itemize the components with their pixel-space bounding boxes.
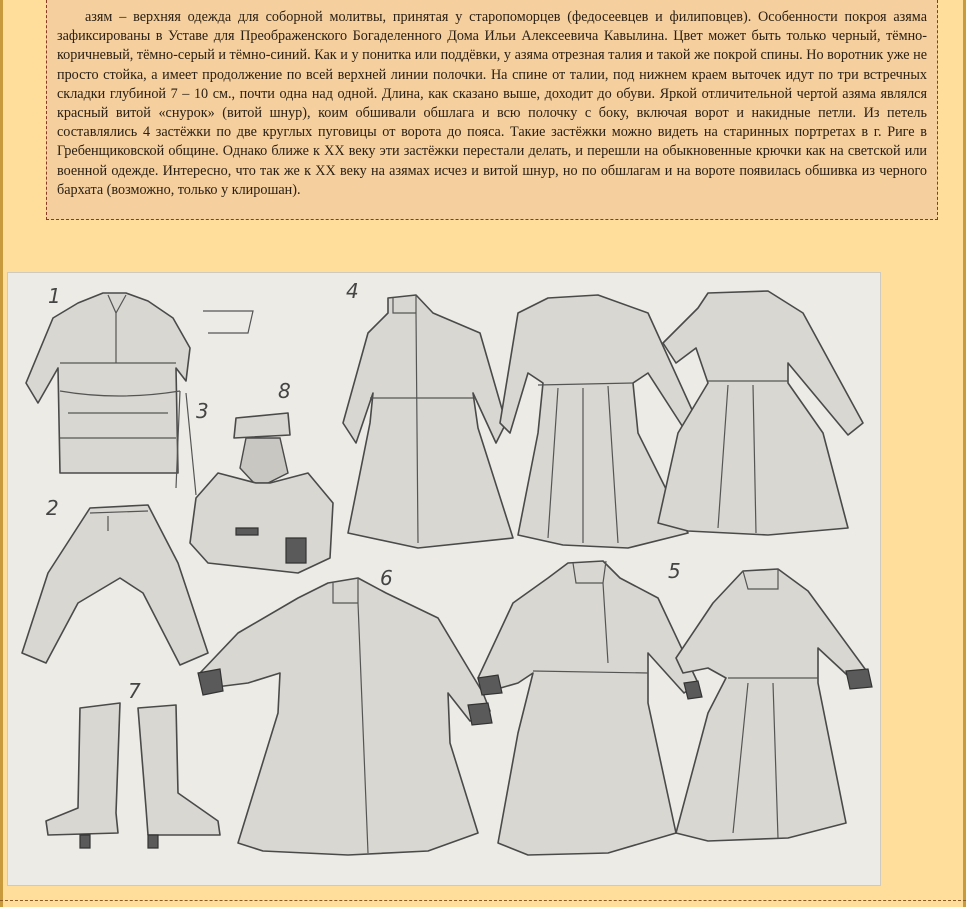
coat-front-sketch	[343, 295, 513, 548]
label-trousers: 2	[46, 496, 59, 520]
label-shirt: 1	[48, 284, 61, 308]
trousers-sketch	[22, 505, 208, 665]
label-dress-pair: 5	[668, 559, 681, 583]
shirt-sketch	[26, 293, 253, 473]
label-long-coat: 6	[380, 566, 393, 590]
page-bottom-border	[0, 900, 966, 901]
man-sketch	[190, 413, 333, 573]
boots-sketch	[46, 703, 220, 848]
article-paragraph: азям – верхняя одежда для соборной молитвы, принятая у старопоморцев (федосеевцев и филиповцев). Особенности покроя азяма зафиксированы в Уставе для Преображенского Богаделенного Дома Ильи Алексеевича Кавылина. Цвет может быть только черный, тёмно-коричневый, тёмно-серый и тёмно-синий. Как и у понитка или поддёвки, у азяма отрезная талия и такой же покрой спины. Но воротник уже не просто стойка, а имеет продолжение по всей верхней линии полочки. На спине от талии, под нижнем краем выточек идут по три встречных складки глубиной 7 – 10 см., почти одна над одной. Длина, как сказано выше, доходит до обуви. Яркой отличительной чертой азяма являлся красный витой «снурок» (витой шнур), коим обшивали обшлага и всю полочку с боку, включая ворот и накидные петли. Из петель составлялись 4 застёжки по две круглых пуговицы от ворота до пояса. Такие застёжки можно видеть на старинных портретах в г. Риге в Гребенщиковской общине. Однако ближе к XX веку эти застёжки перестали делать, и перешли на обыкновенные крючки как на светской или военной одежде. Интересно, что так же к XX веку на азямах исчез и витой шнур, но по обшлагам и на вороте появилась обшивка из черного бархата (возможно, только у клирошан).	[57, 9, 927, 198]
dress-pair-right-sketch	[676, 569, 872, 841]
label-coat-front: 4	[346, 279, 359, 303]
label-man: 8	[278, 379, 291, 403]
article-text-box	[46, 0, 938, 220]
label-boots: 7	[128, 679, 141, 703]
costume-sketch-figure	[7, 272, 881, 886]
label-belt: 3	[196, 399, 209, 423]
page-left-border	[0, 0, 3, 907]
dress-pair-left-sketch	[478, 561, 702, 855]
long-coat-sketch	[198, 578, 492, 855]
costume-sketch-drawing	[8, 273, 880, 885]
